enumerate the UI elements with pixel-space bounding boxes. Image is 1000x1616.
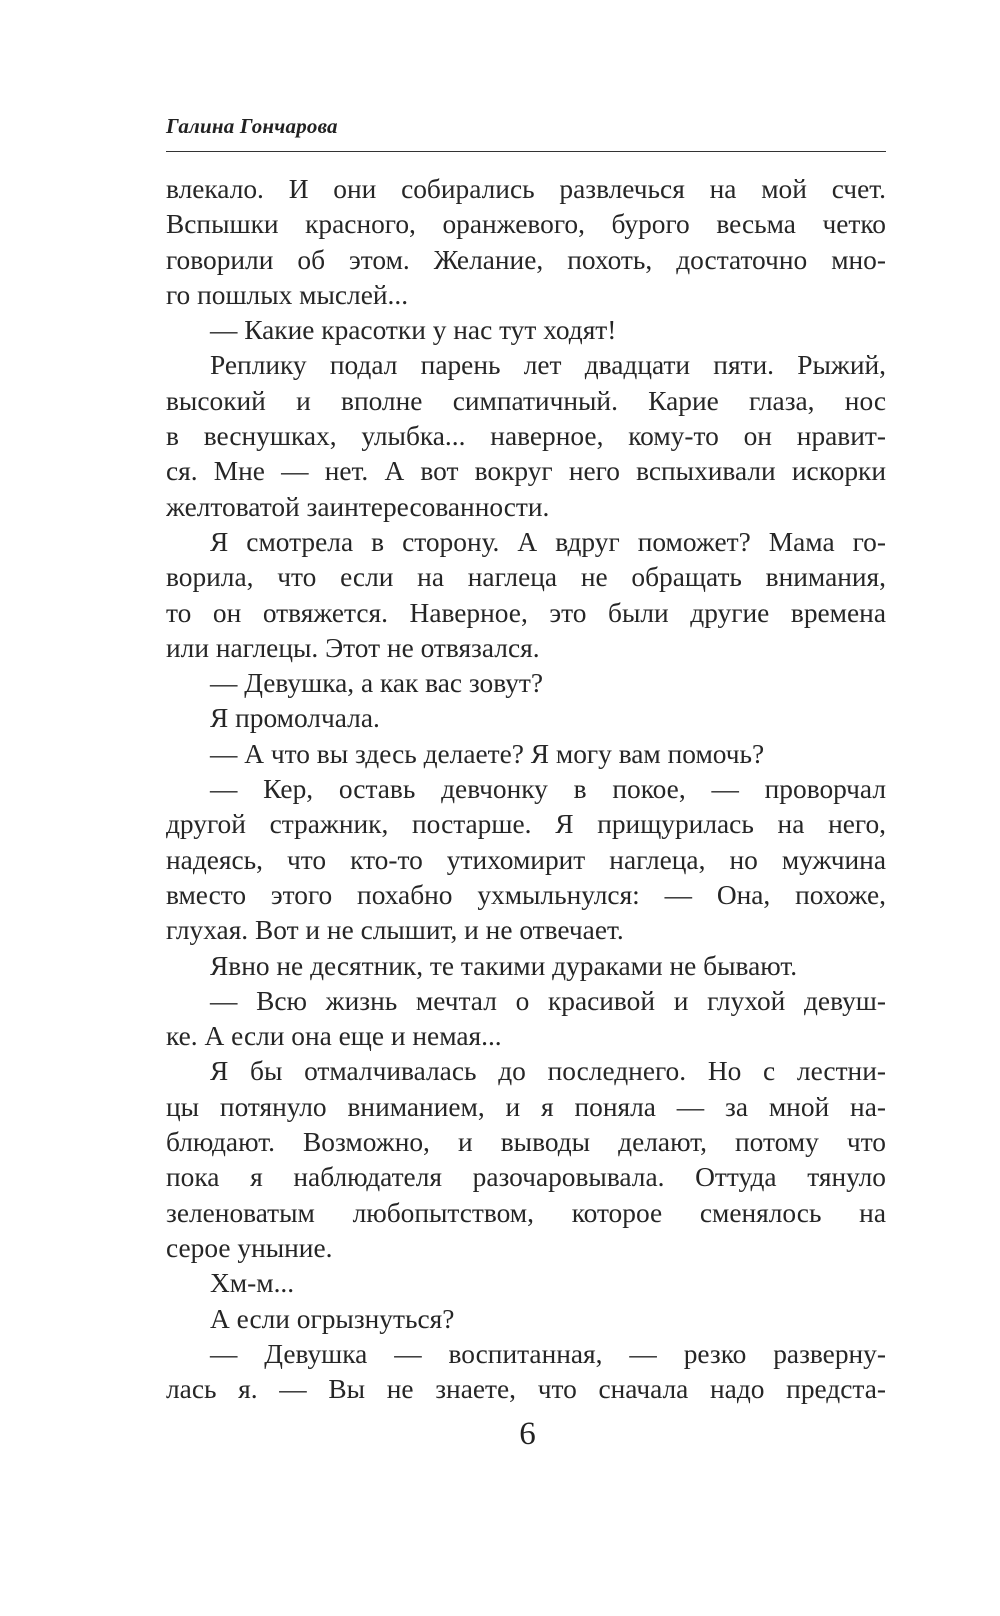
text-line: серое уныние. xyxy=(166,1232,333,1263)
text-line: вместо этого похабно ухмыльнулся: — Она, похоже, xyxy=(166,879,886,910)
text-line: цы потянуло вниманием, и я поняла — за мной на- xyxy=(166,1091,886,1122)
text-line: — Какие красотки у нас тут ходят! xyxy=(210,315,617,346)
text-line: — А что вы здесь делаете? Я могу вам помочь? xyxy=(210,738,765,769)
text-line: Я бы отмалчивалась до последнего. Но с лестни- xyxy=(210,1056,886,1087)
text-line: Вспышки красного, оранжевого, бурого весьма четко xyxy=(166,209,886,240)
text-line: пока я наблюдателя разочаровывала. Оттуда тянуло xyxy=(166,1162,886,1193)
body-text xyxy=(166,172,886,1407)
text-line: высокий и вполне симпатичный. Карие глаза, нос xyxy=(166,385,886,416)
page-number: 6 xyxy=(519,1416,536,1452)
text-line: блюдают. Возможно, и выводы делают, потому что xyxy=(166,1127,886,1158)
text-line: А если огрызнуться? xyxy=(210,1303,455,1334)
text-line: другой стражник, постарше. Я прищурилась на него, xyxy=(166,809,886,840)
text-line: — Девушка — воспитанная, — резко разверну- xyxy=(210,1338,886,1369)
text-line: то он отвяжется. Наверное, это были другие времена xyxy=(166,597,886,628)
text-line: Явно не десятник, те такими дураками не бывают. xyxy=(210,950,798,981)
text-line: глухая. Вот и не слышит, и не отвечает. xyxy=(166,915,624,946)
text-line: в веснушках, улыбка... наверное, кому-то он нравит- xyxy=(166,421,886,452)
text-line: лась я. — Вы не знаете, что сначала надо предста- xyxy=(166,1374,886,1405)
text-line: — Всю жизнь мечтал о красивой и глухой девуш- xyxy=(210,985,886,1016)
text-line: желтоватой заинтересованности. xyxy=(166,491,550,522)
text-line: Реплику подал парень лет двадцати пяти. Рыжий, xyxy=(210,350,886,381)
text-line: надеясь, что кто-то утихомирит наглеца, но мужчина xyxy=(166,844,886,875)
running-header-author: Галина Гончарова xyxy=(166,114,338,138)
text-line: — Кер, оставь девчонку в покое, — проворчал xyxy=(210,774,886,805)
text-line: ся. Мне — нет. А вот вокруг него вспыхивали искорки xyxy=(166,456,886,487)
text-line: ке. А если она еще и немая... xyxy=(166,1021,502,1052)
text-line: Я смотрела в сторону. А вдруг поможет? Мама го- xyxy=(210,526,886,557)
text-line: го пошлых мыслей... xyxy=(166,279,409,310)
text-line: зеленоватым любопытством, которое сменялось на xyxy=(166,1197,886,1228)
header-rule xyxy=(166,151,886,152)
text-line: Хм-м... xyxy=(210,1268,295,1299)
text-line: ворила, что если на наглеца не обращать внимания, xyxy=(166,562,886,593)
text-line: влекало. И они собирались развлечься на мой счет. xyxy=(166,174,886,204)
text-line: Я промолчала. xyxy=(210,703,380,734)
text-line: говорили об этом. Желание, похоть, достаточно мно- xyxy=(166,244,886,275)
text-line: — Девушка, а как вас зовут? xyxy=(210,668,544,699)
text-line: или наглецы. Этот не отвязался. xyxy=(166,632,540,663)
